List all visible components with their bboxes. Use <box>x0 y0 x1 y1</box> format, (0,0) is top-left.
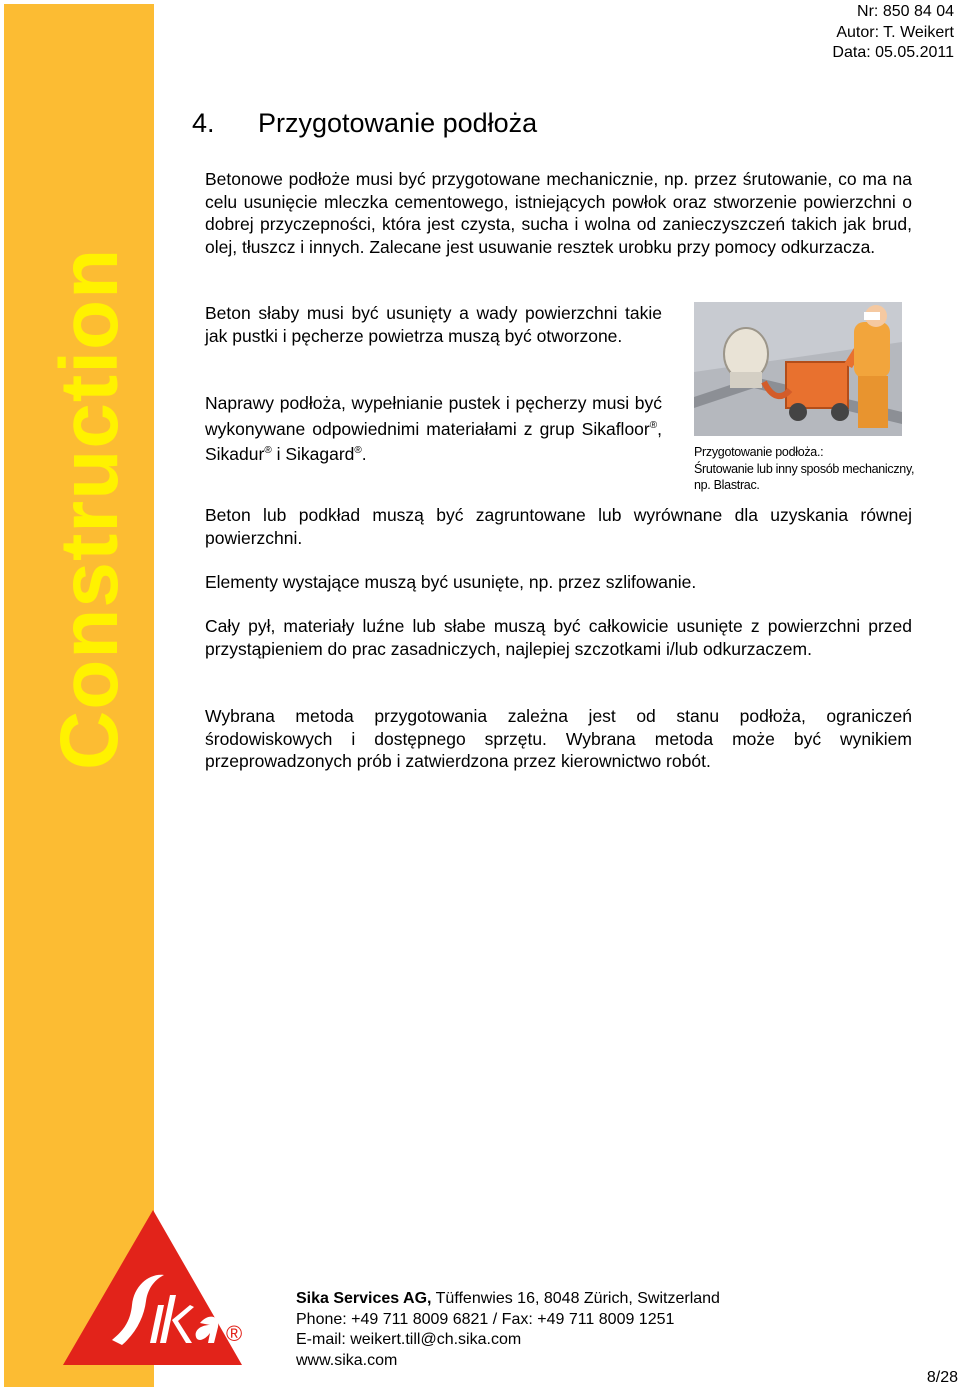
footer-website[interactable]: www.sika.com <box>296 1351 398 1369</box>
page-number: 8/28 <box>926 1369 958 1386</box>
document-number: Nr: 850 84 04 <box>857 3 954 20</box>
caption-line: np. Blastrac. <box>694 478 760 492</box>
paragraph-substrate-prep: Betonowe podłoże musi być przygotowane mechanicznie, np. przez śrutowanie, co ma na celu usunięcie mleczka cementowego, istniejących powłok oraz stworzenie powierzchni o dobrej przyczepności, która jest czysta, sucha i wolna od zanieczyszczeń takich jak brud, olej, tłuszcz i innych. Zalecane jest usuwanie resztek urobku przy pomocy odkurzacza. <box>205 169 912 257</box>
caption-line: Śrutowanie lub inny sposób mechaniczny, <box>694 461 915 476</box>
sidebar-vertical-title: Construction <box>44 247 135 770</box>
photo-worker-mask <box>864 312 880 320</box>
paragraph-priming: Beton lub podkład muszą być zagruntowane lub wyrównane dla uzyskania równej powierzchni. <box>205 505 912 548</box>
separator: i <box>271 443 286 464</box>
photo-worker-legs <box>858 376 888 428</box>
brand-sikafloor: Sikafloor <box>581 418 650 439</box>
photo-worker-body <box>854 322 890 378</box>
section-heading <box>192 108 537 139</box>
paragraph-dust-removal: Cały pył, materiały luźne lub słabe muszą być całkowicie usunięte z powierzchni przed przystąpieniem do prac zasadniczych, najlepiej szczotkami i/lub odkurzaczem. <box>205 616 912 659</box>
footer-company: Sika Services AG, <box>296 1290 432 1307</box>
brand-sikagard: Sikagard <box>285 443 355 464</box>
paragraph-weak-concrete: Beton słaby musi być usunięty a wady powierzchni takie jak pustki i pęcherze powietrza muszą być otworzone. <box>205 303 662 346</box>
document-date: Data: 05.05.2011 <box>832 44 954 61</box>
reg-mark: ® <box>649 419 658 431</box>
footer-address-line <box>296 1289 720 1310</box>
photo-collector-base <box>730 372 762 388</box>
footer-address: Tüffenwies 16, 8048 Zürich, Switzerland <box>431 1290 720 1307</box>
document-author: Autor: T. Weikert <box>836 23 954 41</box>
blasting-machine-photo <box>694 302 902 436</box>
reg-mark: ® <box>264 444 272 456</box>
sentence-end: . <box>361 443 367 464</box>
logo-reg-mark: ® <box>226 1321 243 1346</box>
paragraph-method-selection: Wybrana metoda przygotowania zależna jest od stanu podłoża, ograniczeń środowiskowych i dostępnego sprzętu. Wybrana metoda może być wynikiem przeprowadzonych prób i zatwierdzona przez kierownictwo robót. <box>205 706 912 771</box>
separator: , <box>657 418 662 439</box>
photo-machine-wheel <box>831 403 849 421</box>
paragraph-repairs <box>205 392 662 465</box>
caption-line: Przygotowanie podłoża.: <box>694 445 824 459</box>
document-meta <box>832 2 954 64</box>
paragraph-protrusions: Elementy wystające muszą być usunięte, np. przez szlifowanie. <box>205 572 697 592</box>
reg-mark: ® <box>354 444 362 456</box>
sika-logo <box>60 1205 250 1370</box>
section-title: Przygotowanie podłoża <box>258 108 538 138</box>
brand-sikadur: Sikadur <box>205 443 265 464</box>
section-number: 4. <box>192 108 215 138</box>
footer-phone: Phone: +49 711 8009 6821 / Fax: +49 711 8009 1251 <box>296 1310 675 1328</box>
photo-machine-wheel <box>789 403 807 421</box>
repairs-text: Naprawy podłoża, wypełnianie pustek i pęcherzy musi być wykonywane odpowiednimi materiałami z grup <box>205 393 662 439</box>
figure-caption <box>694 444 924 494</box>
photo-machine-body <box>786 362 848 408</box>
footer-contact <box>296 1289 720 1371</box>
footer-email[interactable]: E-mail: weikert.till@ch.sika.com <box>296 1331 522 1348</box>
